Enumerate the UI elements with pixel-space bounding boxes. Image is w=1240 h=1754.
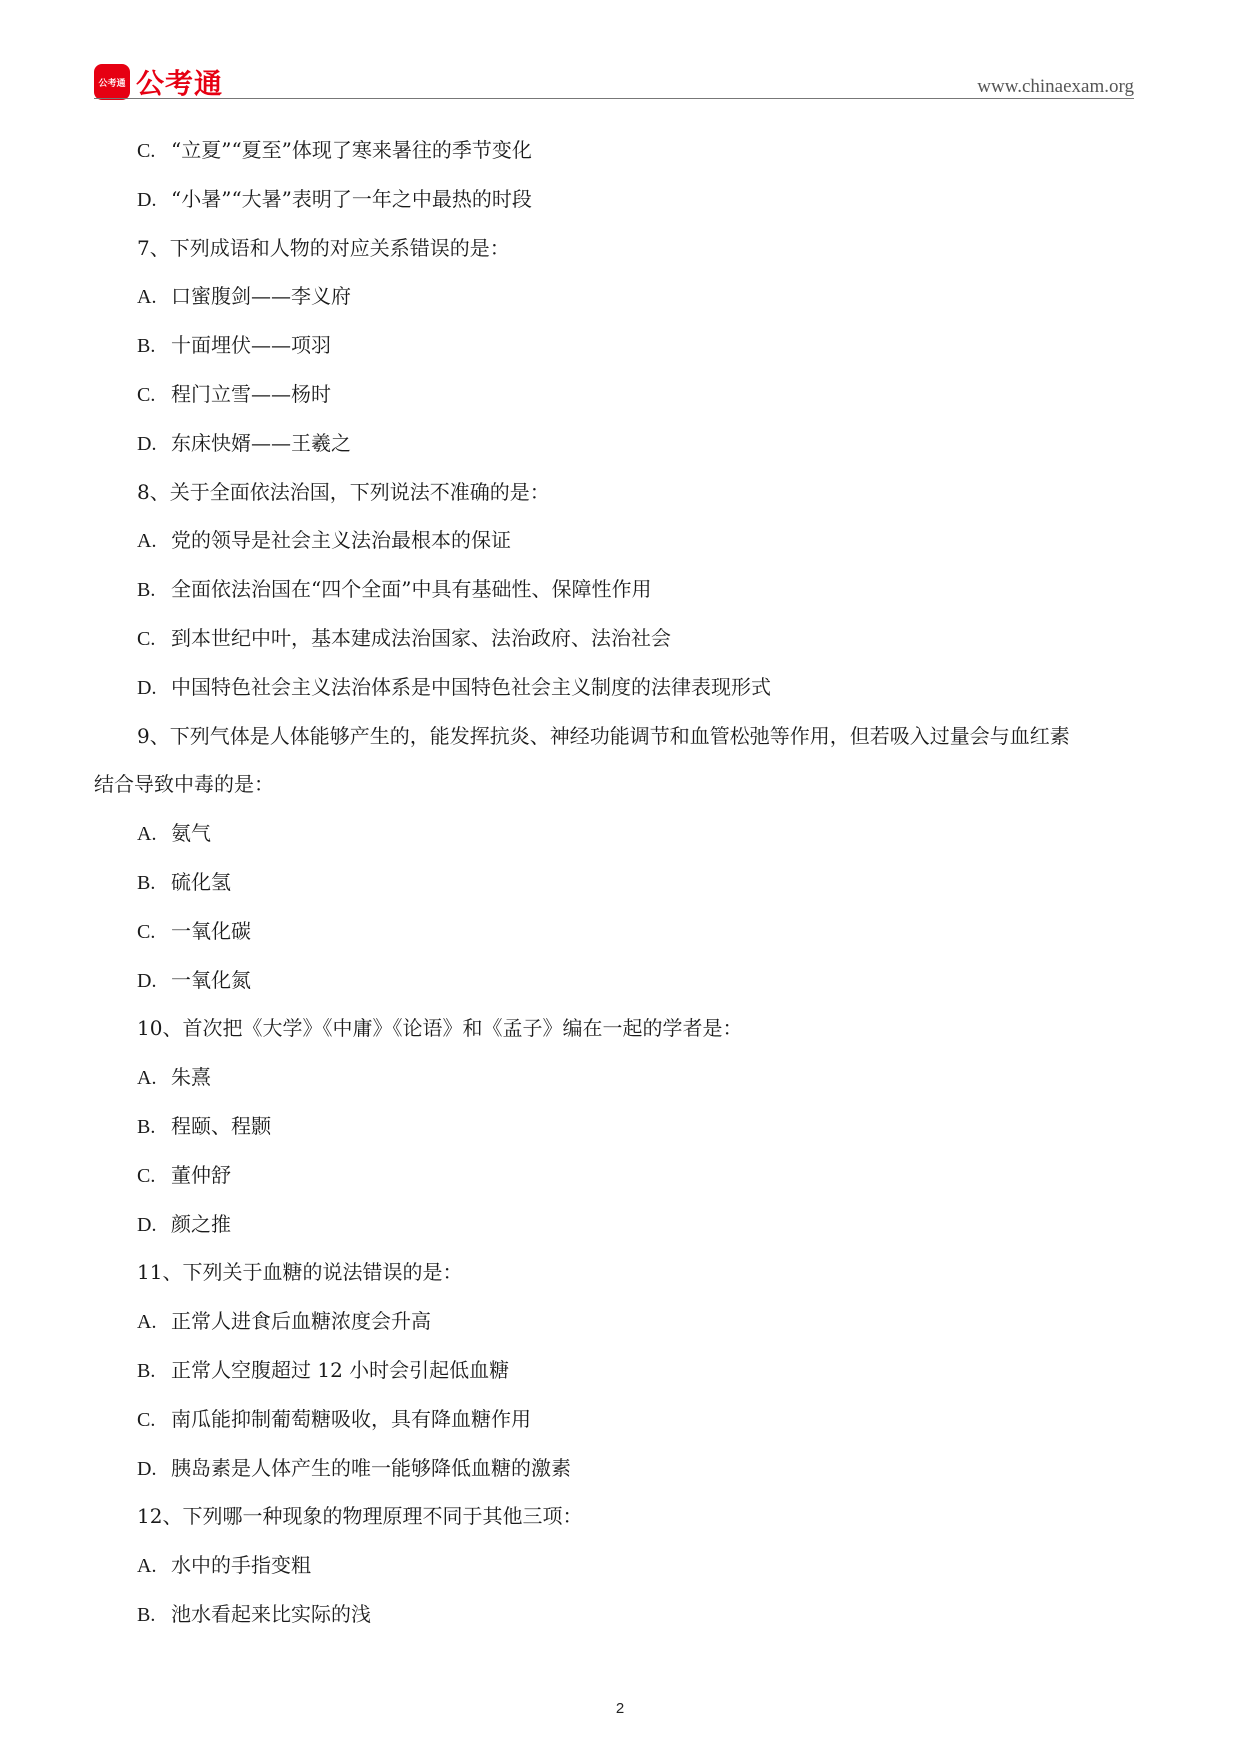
option-letter: C. [137,1408,156,1431]
logo-text: 公考通 [136,67,224,100]
option-text: 南瓜能抑制葡萄糖吸收，具有降血糖作用 [171,1406,531,1431]
option-letter: D. [137,969,157,992]
answer-option [94,423,1140,472]
answer-option [94,1399,1140,1448]
option-text: 池水看起来比实际的浅 [171,1601,371,1626]
option-letter: B. [137,1359,156,1382]
answer-option [94,325,1140,374]
option-text: 程颐、程颢 [171,1113,271,1138]
answer-option [94,179,1140,228]
logo-badge-icon: 公考通 [94,64,130,100]
option-letter: B. [137,871,156,894]
option-text: 中国特色社会主义法治体系是中国特色社会主义制度的法律表现形式 [171,674,771,699]
option-text: 氨气 [171,821,211,846]
answer-option [94,1155,1140,1204]
option-letter: B. [137,335,156,358]
option-letter: C. [137,920,156,943]
option-text: 硫化氢 [171,869,231,894]
question-text: 11、下列关于血糖的说法错误的是： [137,1260,463,1285]
option-text: 程门立雪——杨时 [171,381,331,406]
question-text: 8、关于全面依法治国，下列说法不准确的是： [137,479,550,504]
answer-option [94,130,1140,179]
answer-option [94,667,1140,716]
answer-option [94,1057,1140,1106]
option-letter: C. [137,383,156,406]
answer-option [94,1594,1140,1643]
option-text: 朱熹 [171,1065,211,1090]
option-letter: C. [137,140,156,162]
option-letter: D. [137,676,157,699]
question-text: 9、下列气体是人体能够产生的，能发挥抗炎、神经功能调节和血管松弛等作用，但若吸入过量会与血红素 [137,723,1070,748]
site-url-link[interactable]: www.chinaexam.org [977,76,1134,97]
brand-logo[interactable] [94,62,223,102]
answer-option [94,813,1140,862]
option-text: 全面依法治国在“四个全面”中具有基础性、保障性作用 [171,577,652,602]
option-letter: B. [137,1603,156,1626]
option-letter: B. [137,579,156,602]
option-text: 一氧化氮 [171,967,251,992]
option-letter: A. [137,1067,157,1090]
option-letter: B. [137,1115,156,1138]
answer-option [94,1301,1140,1350]
option-letter: D. [137,1213,157,1236]
option-text: 到本世纪中叶，基本建成法治国家、法治政府、法治社会 [171,625,671,650]
option-text: 颜之推 [171,1211,231,1236]
page-number: 2 [615,1700,625,1717]
answer-option [94,1545,1140,1594]
option-letter: A. [137,1555,157,1578]
question-text: 10、首次把《大学》《中庸》《论语》和《孟子》编在一起的学者是： [137,1016,743,1041]
option-text: 一氧化碳 [171,918,251,943]
answer-option [94,569,1140,618]
answer-option [94,1448,1140,1497]
option-letter: D. [137,188,157,211]
option-text: 正常人空腹超过 12 小时会引起低血糖 [171,1357,510,1382]
option-text: “小暑”“大暑”表明了一年之中最热的时段 [171,186,532,211]
option-letter: A. [137,286,157,309]
option-text: 胰岛素是人体产生的唯一能够降低血糖的激素 [171,1455,571,1480]
option-letter: C. [137,627,156,650]
option-letter: C. [137,1164,156,1187]
option-letter: D. [137,1457,157,1480]
answer-option [94,276,1140,325]
option-text: 东床快婿——王羲之 [171,430,351,455]
option-letter: A. [137,1311,157,1334]
option-text: 董仲舒 [171,1162,231,1187]
document-body [94,130,1140,1643]
option-text: 十面埋伏——项羽 [171,333,331,358]
page-header [94,56,1134,100]
option-text: 党的领导是社会主义法治最根本的保证 [171,528,511,553]
answer-option [94,862,1140,911]
option-letter: D. [137,432,157,455]
answer-option [94,1350,1140,1399]
answer-option [94,960,1140,1009]
question-text: 12、下列哪一种现象的物理原理不同于其他三项： [137,1504,583,1529]
answer-option [94,374,1140,423]
header-divider [94,98,1134,99]
option-text: 口蜜腹剑——李义府 [171,284,351,309]
question-text-continued: 结合导致中毒的是： [94,772,274,797]
option-text: 水中的手指变粗 [171,1553,311,1578]
question-text: 7、下列成语和人物的对应关系错误的是： [137,235,510,260]
option-text: “立夏”“夏至”体现了寒来暑往的季节变化 [171,138,532,162]
answer-option [94,1106,1140,1155]
answer-option [94,1204,1140,1253]
option-text: 正常人进食后血糖浓度会升高 [171,1309,431,1334]
option-letter: A. [137,530,157,553]
answer-option [94,520,1140,569]
option-letter: A. [137,823,157,846]
answer-option [94,618,1140,667]
answer-option [94,911,1140,960]
